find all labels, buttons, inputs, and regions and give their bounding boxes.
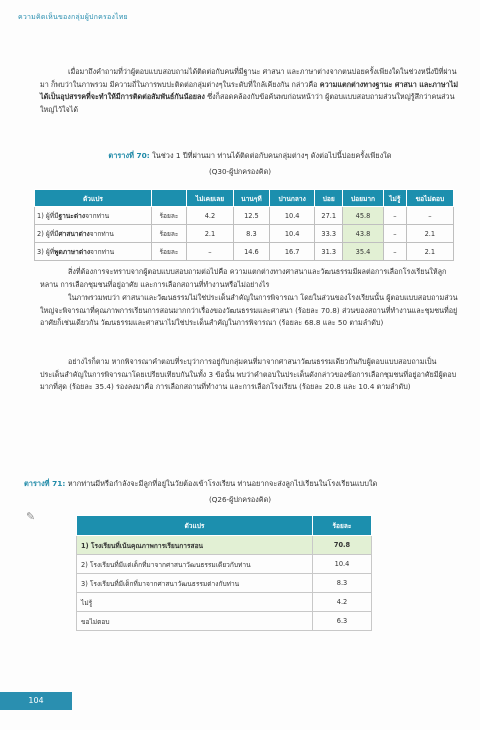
table70-header-variable: ตัวแปร: [35, 190, 152, 207]
table70-title: ในช่วง 1 ปีที่ผ่านมา ท่านได้ติดต่อกับคนกลุ่มต่างๆ ดังต่อไปนี้บ่อยครั้งเพียงใด: [149, 151, 392, 160]
row-number: 2): [37, 230, 44, 238]
table70-cell: 27.1: [315, 207, 343, 225]
paragraph-comparison: อย่างไรก็ตาม หากพิจารณาคำตอบที่ระบุว่าการอยู่กับกลุ่มคนที่มาจากศาสนาวัฒนธรรมเดียวกันกับผู้ตอบแบบสอบถามเป็นประเด็นสำคัญในการพิจารณาโดยเปรียบเทียบกันในทั้ง 3 ข้อนั้น พบว่าคำตอบในประเด็นดังกล่าวของข้อการเลือกชุมชนที่อยู่อาศัยมีผู้ตอบมากที่สุด (ร้อยละ 35.4) รองลงมาคือ การเลือกสถานที่ทำงาน และการเลือกโรงเรียน (ร้อยละ 20.8 และ 10.4 ตามลำดับ): [40, 357, 457, 391]
table70-cell-max: 35.4: [343, 243, 384, 261]
table70-cell: 2.1: [406, 243, 453, 261]
table70-row-label: [35, 225, 152, 243]
table71-subtitle: (Q26-ผู้ปกครองคิด): [208, 495, 272, 504]
paragraph-findings: ในภาพรวมพบว่า ศาสนาและวัฒนธรรมไม่ใช่ประเด็นสำคัญในการพิจารณา โดยในส่วนของโรงเรียนนั้น ผู้ตอบแบบสอบถามส่วนใหญ่จะพิจารณาที่คุณภาพการเรียนการสอนมากกว่าเรื่องของวัฒนธรรมและศาสนา (ร้อยละ 70.8) ส่วนของสถานที่ทำงานและชุมชนที่อยู่อาศัยก็เช่นเดียวกัน วัฒนธรรมและศาสนาไม่ใช่ประเด็นสำคัญในการพิจารณา (ร้อยละ 68.8 และ 50 ตามลำดับ): [40, 293, 458, 327]
table71-header-variable: ตัวแปร: [77, 516, 313, 536]
row-label-pre: ผู้ที่: [45, 248, 55, 256]
table-row: [77, 574, 372, 593]
table70-cell-max: 43.8: [343, 225, 384, 243]
page-number: 104: [0, 692, 72, 710]
paragraph-purpose: สิ่งที่ต้องการจะทราบจากผู้ตอบแบบสอบถามต่อไปคือ ความแตกต่างทางศาสนาและวัฒนธรรมมีผลต่อการเลือกโรงเรียนให้ลูกหลาน การเลือกชุมชนที่อยู่อาศัย และการเลือกสถานที่ทำงานหรือไม่อย่างไร: [40, 267, 447, 289]
table71-row-label: ขอไม่ตอบ: [77, 612, 313, 631]
table-row: [77, 536, 372, 555]
row-label-post: จากท่าน: [85, 212, 110, 220]
table70-cell: 16.7: [269, 243, 315, 261]
table71-row-value: 4.2: [313, 593, 372, 612]
table70-row-unit: ร้อยละ: [152, 207, 187, 225]
table70-cell: –: [383, 243, 406, 261]
pen-mark-icon: ✎: [26, 510, 36, 523]
table70-cell: 31.3: [315, 243, 343, 261]
table71: [76, 515, 372, 631]
table70-cell: –: [383, 207, 406, 225]
table70-cell: 14.6: [233, 243, 269, 261]
table70-cell: –: [383, 225, 406, 243]
row-label-bold: ฐานะต่าง: [58, 212, 86, 220]
row-label-bold: พูดภาษาต่าง: [54, 248, 91, 256]
table71-row-value: 8.3: [313, 574, 372, 593]
table-row: [77, 593, 372, 612]
table70-row-unit: ร้อยละ: [152, 243, 187, 261]
table70-header-no-answer: ขอไม่ตอบ: [406, 190, 453, 207]
table70: [34, 189, 454, 261]
table70-cell: 4.2: [187, 207, 234, 225]
table71-row-value: 6.3: [313, 612, 372, 631]
table70-caption: [40, 150, 460, 162]
row-label-bold: ศาสนาต่าง: [58, 230, 90, 238]
table71-row-value: 10.4: [313, 555, 372, 574]
table70-header-moderate: ปานกลาง: [269, 190, 315, 207]
table71-caption: [24, 478, 464, 490]
table71-row-label: 2) โรงเรียนที่มีแต่เด็กที่มาจากศาสนาวัฒนธรรมเดียวกับท่าน: [77, 555, 313, 574]
table70-cell: 33.3: [315, 225, 343, 243]
table71-row-label: ไม่รู้: [77, 593, 313, 612]
table70-cell: 8.3: [233, 225, 269, 243]
table70-cell: –: [406, 207, 453, 225]
paragraph-intro-tail: ซึ่งก็สอดคล้องกับข้อค้นพบก่อนหน้าว่า ผู้ตอบแบบสอบถามส่วนใหญ่รู้สึกว่าคนส่วนใหญ่ไว้ใจได้: [40, 92, 455, 114]
table-row: [35, 243, 454, 261]
row-label-post: จากท่าน: [90, 248, 115, 256]
table70-cell: 2.1: [406, 225, 453, 243]
table70-cell: 2.1: [187, 225, 234, 243]
table70-header-unit: [152, 190, 187, 207]
table-row: [35, 207, 454, 225]
table71-header-percent: ร้อยละ: [313, 516, 372, 536]
table70-cell: 10.4: [269, 225, 315, 243]
table71-row-label: 3) โรงเรียนที่มีเด็กที่มาจากศาสนาวัฒนธรรมต่างกับท่าน: [77, 574, 313, 593]
table71-header-row: [77, 516, 372, 536]
table70-header-never: ไม่เคยเลย: [187, 190, 234, 207]
table-row: [35, 225, 454, 243]
table70-row-label: [35, 243, 152, 261]
table70-label: ตารางที่ 70:: [108, 151, 150, 160]
table71-label: ตารางที่ 71:: [24, 479, 66, 488]
paragraph-intro-emphasis: ความแตกต่างทางฐานะ ศาสนา และภาษาไม่ได้เป็นอุปสรรคที่จะทำให้มีการติดต่อสัมพันธ์กันน้อยลง: [40, 79, 459, 101]
table-row: [77, 612, 372, 631]
row-label-post: จากท่าน: [89, 230, 114, 238]
paragraph-intro: [40, 66, 460, 116]
table70-cell-max: 45.8: [343, 207, 384, 225]
table70-cell: 10.4: [269, 207, 315, 225]
table70-cell: 12.5: [233, 207, 269, 225]
table70-cell: –: [187, 243, 234, 261]
row-number: 3): [37, 248, 44, 256]
row-label-pre: ผู้ที่มี: [45, 230, 59, 238]
table70-subtitle: (Q30-ผู้ปกครองคิด): [208, 167, 272, 176]
paragraph-intro-text: เมื่อมาถึงคำถามที่ว่าผู้ตอบแบบสอบถามได้ติดต่อกับคนที่มีฐานะ ศาสนา และภาษาต่างจากตนบ่อยครั้งเพียงใดในช่วงหนึ่งปีที่ผ่านมา ก็พบว่าในภาพรวม มีความถี่ในการพบปะติดต่อกลุ่มต่างๆในระดับที่ใกล้เคียงกัน กล่าวคือ: [40, 67, 457, 89]
table70-row-unit: ร้อยละ: [152, 225, 187, 243]
running-header: ความคิดเห็นของกลุ่มผู้ปกครองไทย: [18, 13, 128, 21]
table71-row-value: 70.8: [313, 536, 372, 555]
table70-row-label: [35, 207, 152, 225]
table70-header-very-often: บ่อยมาก: [343, 190, 384, 207]
table70-header-rarely: นานๆที: [233, 190, 269, 207]
row-number: 1): [37, 212, 44, 220]
table70-header-often: บ่อย: [315, 190, 343, 207]
table71-row-label: 1) โรงเรียนที่เน้นคุณภาพการเรียนการสอน: [77, 536, 313, 555]
row-label-pre: ผู้ที่มี: [45, 212, 59, 220]
table71-title: หากท่านมีหรือกำลังจะมีลูกที่อยู่ในวัยต้องเข้าโรงเรียน ท่านอยากจะส่งลูกไปเรียนในโรงเรียนแบบใด: [65, 479, 378, 488]
table-row: [77, 555, 372, 574]
table70-header-row: [35, 190, 454, 207]
table70-header-dont-know: ไม่รู้: [383, 190, 406, 207]
